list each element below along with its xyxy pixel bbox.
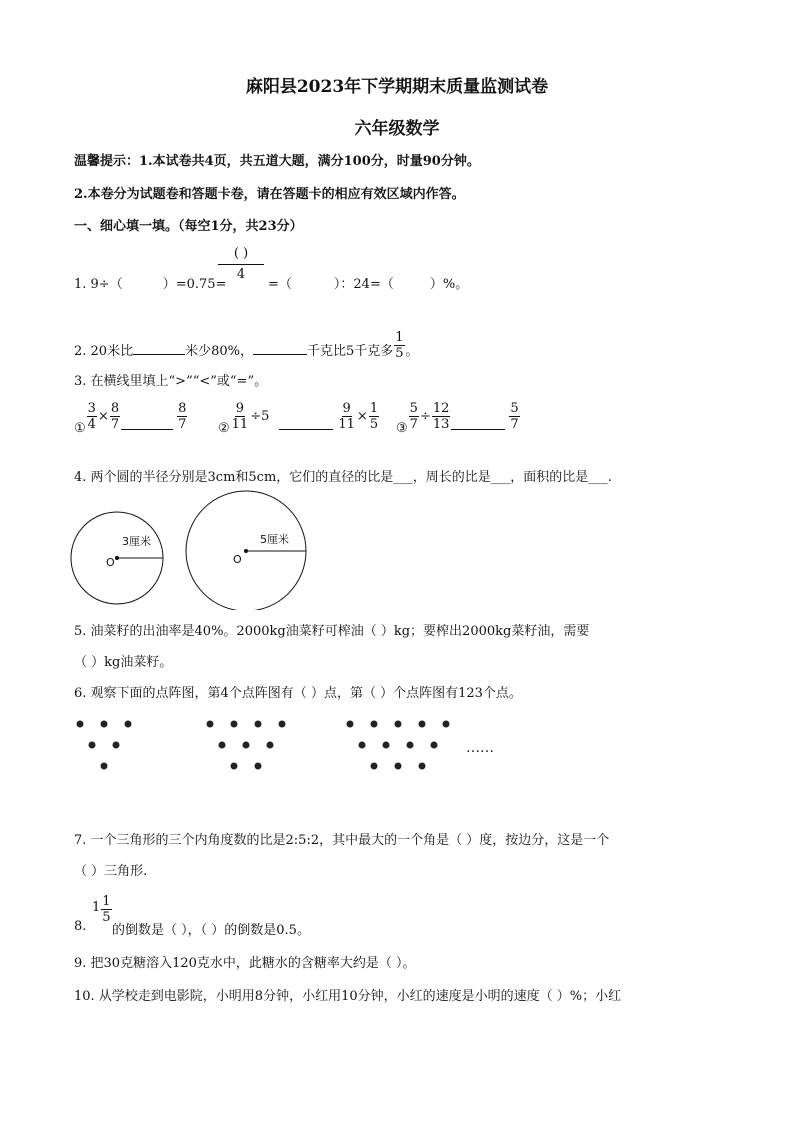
q3-i3-n2: 12 [432, 401, 450, 416]
q1-part-d: ）：24=（ [333, 277, 394, 292]
exam-title: 麻阳县2023年下学期期末质量监测试卷 [245, 77, 549, 97]
q3-i2-op: ÷5 [250, 409, 270, 424]
q3-i3-d2: 13 [432, 417, 450, 432]
q2-part-c: 千克比5千克多 [306, 344, 394, 359]
q3-i3-rd: 7 [510, 417, 519, 432]
section-1-heading: 一、细心填一填。（每空1分，共23分） [74, 219, 303, 234]
q1-part-c: =（ [268, 277, 292, 292]
question-1 [74, 273, 226, 292]
q3-item-1 [74, 402, 188, 446]
notice-line-2: 2.本卷分为试题卷和答题卡卷，请在答题卡的相应有效区域内作答。 [74, 187, 465, 202]
q8-frac-den: 5 [102, 910, 111, 925]
question-7-line-1: 7. 一个三角形的三个内角度数的比是2:5:2，其中最大的一个角是（ ）度，按边分，这是一个 [74, 833, 610, 848]
q8-frac-num: 1 [102, 894, 111, 909]
q1-part-b: ）=0.75= [162, 277, 227, 292]
large-circle-center-label: O [233, 553, 242, 566]
q3-i2-rd1: 11 [338, 417, 355, 432]
q4-circles-figure [70, 488, 310, 610]
q3-i1-d2: 7 [110, 417, 120, 432]
dot-pattern-2 [207, 721, 286, 770]
q2-part-b: 米少80%， [185, 344, 253, 359]
large-circle-center [244, 549, 248, 553]
q3-item-3 [396, 402, 521, 446]
q3-i2-rn1: 9 [342, 401, 351, 416]
q3-i2-rop: × [356, 409, 368, 424]
q8-mixed-number [92, 895, 113, 924]
q3-i1-blank[interactable] [121, 417, 173, 430]
q1-rest [268, 273, 468, 292]
q2-blank-2[interactable] [253, 342, 307, 355]
q3-i1-n1: 3 [87, 401, 96, 416]
question-10: 10. 从学校走到电影院，小明用8分钟，小红用10分钟，小红的速度是小明的速度（ ）%；小红 [74, 989, 622, 1004]
dot-pattern-ellipsis: …… [466, 740, 494, 756]
question-7-line-2: （ ）三角形. [74, 864, 148, 879]
q6-dot-patterns [70, 712, 530, 774]
q8-whole: 1 [92, 900, 101, 915]
q3-i1-rd: 7 [178, 417, 187, 432]
q3-i2-n1: 9 [235, 401, 245, 416]
q3-i1-op: × [97, 409, 109, 424]
q3-i2-rd2: 5 [369, 417, 379, 432]
q3-i3-op: ÷ [419, 409, 431, 424]
dot-pattern-1 [77, 721, 132, 770]
small-circle-center-label: O [106, 556, 115, 569]
q2-part-a: 2. 20米比 [74, 344, 134, 359]
q2-blank-1[interactable] [133, 342, 185, 355]
q3-i1-d1: 4 [87, 417, 96, 432]
question-5-line-1: 5. 油菜籽的出油率是40%。2000kg油菜籽可榨油（ ）kg；要榨出2000kg菜籽油，需要 [74, 624, 590, 639]
small-circle-center [115, 556, 119, 560]
q3-i3-d1: 7 [409, 417, 418, 432]
question-8-text: 的倒数是（ ），（ ）的倒数是0.5。 [112, 923, 310, 938]
q3-item-3-mark: ③ [396, 421, 408, 436]
q1-fraction-denominator: 4 [236, 267, 246, 282]
q3-i2-d1: 11 [231, 417, 249, 432]
q1-fraction-numerator: ( ) [218, 246, 264, 265]
notice-line-1: 温馨提示：1.本试卷共4页，共五道大题，满分100分，时量90分钟。 [74, 154, 480, 169]
q1-fraction [218, 246, 264, 282]
question-9: 9. 把30克糖溶入120克水中，此糖水的含糖率大约是（ ）。 [74, 956, 416, 971]
q1-part-e: ）%。 [429, 277, 469, 292]
question-5-line-2: （ ）kg油菜籽。 [74, 655, 173, 670]
q3-i3-rn: 5 [510, 401, 519, 416]
q3-i1-n2: 8 [110, 401, 120, 416]
question-4: 4. 两个圆的半径分别是3cm和5cm，它们的直径的比是___，周长的比是___，面积的比是___. [74, 470, 612, 485]
q3-item-2-mark: ② [218, 421, 230, 436]
large-circle-radius-label: 5厘米 [260, 533, 289, 546]
dot-pattern-3 [347, 721, 450, 770]
q3-i3-blank[interactable] [451, 417, 505, 430]
exam-subtitle: 六年级数学 [354, 119, 440, 139]
question-2 [74, 330, 419, 366]
q3-i2-blank[interactable] [279, 417, 333, 430]
q2-frac-num: 1 [395, 330, 404, 345]
q3-i2-rn2: 1 [369, 401, 379, 416]
q3-item-2 [218, 402, 380, 446]
q2-frac-den: 5 [395, 346, 404, 361]
q2-part-d: 。 [405, 344, 419, 359]
q3-i1-rn: 8 [178, 401, 187, 416]
small-circle-radius-label: 3厘米 [122, 535, 151, 548]
question-3: 3. 在横线里填上“>”“<”或“=”。 [74, 374, 268, 389]
q3-i3-n1: 5 [409, 401, 418, 416]
question-8-number: 8. [74, 919, 87, 934]
question-6: 6. 观察下面的点阵图，第4个点阵图有（ ）点，第（ ）个点阵图有123个点。 [74, 686, 522, 701]
q3-item-1-mark: ① [74, 421, 86, 436]
q1-part-a: 1. 9÷（ [74, 277, 123, 292]
